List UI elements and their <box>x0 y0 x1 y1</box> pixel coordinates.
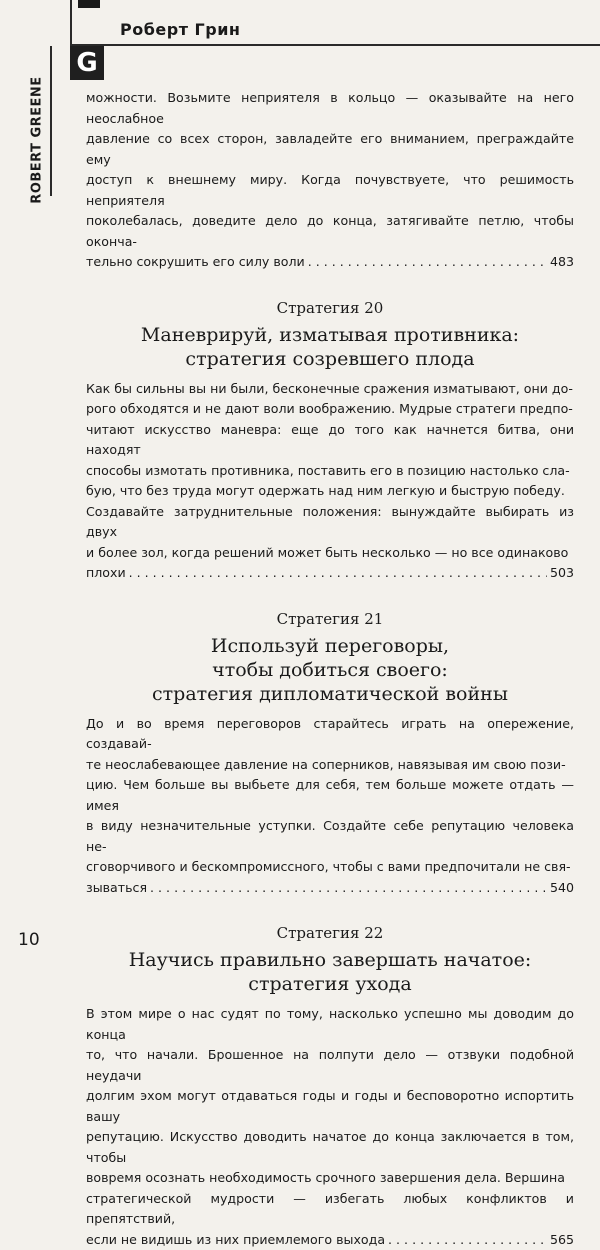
toc-content <box>86 88 574 1250</box>
entry-line: то, что начали. Брошенное на полпути дело — отзвуки подобной неудачи <box>86 1045 574 1086</box>
entry-line: цию. Чем больше вы выбьете для себя, тем больше можете отдать — имея <box>86 775 574 816</box>
side-label <box>22 70 52 210</box>
entry-last-line <box>86 563 574 584</box>
strategy-title-line: Используй переговоры, <box>86 634 574 658</box>
entry-line: давление со всех сторон, завладейте его вниманием, преграждайте ему <box>86 129 574 170</box>
strategy-label: Стратегия 21 <box>86 610 574 628</box>
logo-g <box>70 46 104 80</box>
entry-last-text: тельно сокрушить его силу воли <box>86 252 305 273</box>
strategy-title-line: стратегия ухода <box>86 972 574 996</box>
strategy-label: Стратегия 22 <box>86 924 574 942</box>
entry-line: читают искусство маневра: еще до того как начнется битва, они находят <box>86 420 574 461</box>
entry-line: В этом мире о нас судят по тому, насколько успешно мы доводим до конца <box>86 1004 574 1045</box>
entry-line: До и во время переговоров старайтесь играть на опережение, создавай- <box>86 714 574 755</box>
leader-dots <box>150 878 547 899</box>
strategy-title <box>86 323 574 371</box>
entry-line: бую, что без труда могут одержать над ним легкую и быструю победу. <box>86 481 574 502</box>
entry-line: вовремя осознать необходимость срочного завершения дела. Вершина <box>86 1168 574 1189</box>
entry-line: в виду незначительные уступки. Создайте себе репутацию человека не- <box>86 816 574 857</box>
entry-line: Создавайте затруднительные положения: вынуждайте выбирать из двух <box>86 502 574 543</box>
entry-last-text: зываться <box>86 878 147 899</box>
entry-line: Как бы сильны вы ни были, бесконечные сражения изматывают, они до- <box>86 379 574 400</box>
strategy-title-line: стратегия дипломатической войны <box>86 682 574 706</box>
entry-line: долгим эхом могут отдаваться годы и годы и бесповоротно испортить вашу <box>86 1086 574 1127</box>
strategy-title-line: чтобы добиться своего: <box>86 658 574 682</box>
strategy-title-line: стратегия созревшего плода <box>86 347 574 371</box>
entry-line: рого обходятся и не дают воли воображению. Мудрые стратеги предпо- <box>86 399 574 420</box>
entry-last-line <box>86 1230 574 1250</box>
strategy-label: Стратегия 20 <box>86 299 574 317</box>
page-ref[interactable]: 503 <box>550 563 574 584</box>
header-black-bar <box>78 0 100 8</box>
entry-line: репутацию. Искусство доводить начатое до конца заключается в том, чтобы <box>86 1127 574 1168</box>
entry-line: сговорчивого и бескомпромиссного, чтобы с вами предпочитали не свя- <box>86 857 574 878</box>
entry-last-text: плохи <box>86 563 126 584</box>
entry-last-line <box>86 878 574 899</box>
toc-entry-strategy-21 <box>86 610 574 899</box>
logo-letter: G <box>76 48 97 78</box>
entry-line: можности. Возьмите неприятеля в кольцо — оказывайте на него неослабное <box>86 88 574 129</box>
strategy-title-line: Маневрируй, изматывая противника: <box>86 323 574 347</box>
entry-line: и более зол, когда решений может быть несколько — но все одинаково <box>86 543 574 564</box>
toc-entry-strategy-22 <box>86 924 574 1250</box>
entry-line: поколебалась, доведите дело до конца, затягивайте петлю, чтобы оконча- <box>86 211 574 252</box>
page-number: 10 <box>18 930 40 950</box>
entry-line: способы измотать противника, поставить его в позицию настолько сла- <box>86 461 574 482</box>
page-ref[interactable]: 540 <box>550 878 574 899</box>
strategy-title-line: Научись правильно завершать начатое: <box>86 948 574 972</box>
toc-entry-strategy-20 <box>86 299 574 584</box>
strategy-title <box>86 634 574 706</box>
toc-entry-intro <box>86 88 574 273</box>
leader-dots <box>308 252 547 273</box>
leader-dots <box>129 563 547 584</box>
page-ref[interactable]: 565 <box>550 1230 574 1250</box>
header-vertical-rule <box>70 0 72 48</box>
strategy-title <box>86 948 574 996</box>
leader-dots <box>388 1230 547 1250</box>
entry-last-line <box>86 252 574 273</box>
entry-line: доступ к внешнему миру. Когда почувствуете, что решимость неприятеля <box>86 170 574 211</box>
side-label-text: ROBERT GREENE <box>30 76 45 203</box>
page-ref[interactable]: 483 <box>550 252 574 273</box>
entry-last-text: если не видишь из них приемлемого выхода <box>86 1230 385 1250</box>
running-header-author: Роберт Грин <box>120 20 240 39</box>
header-rule <box>70 44 600 46</box>
entry-line: стратегической мудрости — избегать любых конфликтов и препятствий, <box>86 1189 574 1230</box>
entry-line: те неослабевающее давление на соперников, навязывая им свою пози- <box>86 755 574 776</box>
